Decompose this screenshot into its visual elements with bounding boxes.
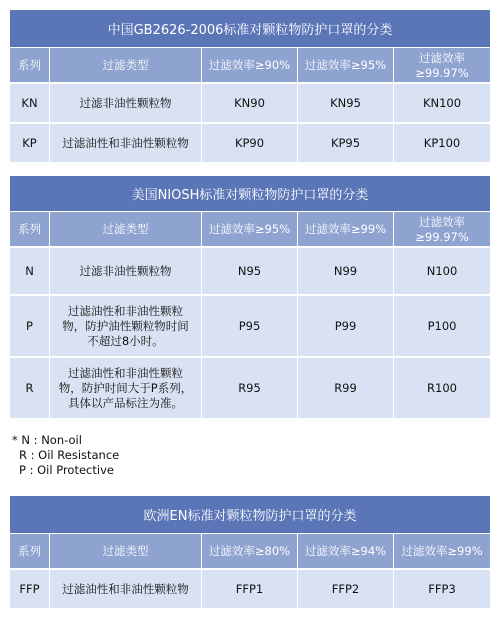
table-us-niosh	[10, 176, 490, 418]
cell-filter-type: 过滤非油性颗粒物	[50, 246, 202, 294]
header-efficiency-3: 过滤效率≥99.97%	[394, 212, 490, 246]
cell-filter-type: 过滤油性和非油性颗粒物	[50, 122, 202, 162]
cell-series: R	[10, 356, 50, 418]
table-row	[10, 356, 490, 418]
footnote-r: R : Oil Resistance	[19, 448, 120, 462]
cell-rating: KP95	[298, 122, 394, 162]
footnote-n: * N : Non-oil	[12, 433, 82, 447]
table-row	[10, 568, 490, 608]
cell-rating: FFP1	[202, 568, 298, 608]
header-efficiency-3: 过滤效率≥99.97%	[394, 48, 490, 82]
cell-filter-type: 过滤非油性颗粒物	[50, 82, 202, 122]
header-filter-type: 过滤类型	[50, 48, 202, 82]
table-row	[10, 246, 490, 294]
cell-rating: KP90	[202, 122, 298, 162]
header-series: 系列	[10, 534, 50, 568]
cell-rating: FFP3	[394, 568, 490, 608]
header-filter-type: 过滤类型	[50, 534, 202, 568]
cell-rating: FFP2	[298, 568, 394, 608]
table-eu-en	[10, 496, 490, 608]
table-title: 中国GB2626-2006标准对颗粒物防护口罩的分类	[10, 10, 490, 48]
cell-series: P	[10, 294, 50, 356]
cell-filter-type: 过滤油性和非油性颗粒物	[50, 568, 202, 608]
table-china-gb2626	[10, 10, 490, 162]
table-row	[10, 294, 490, 356]
table-row	[10, 82, 490, 122]
footnotes	[12, 433, 119, 478]
header-efficiency-2: 过滤效率≥94%	[298, 534, 394, 568]
header-efficiency-2: 过滤效率≥99%	[298, 212, 394, 246]
cell-rating: R95	[202, 356, 298, 418]
cell-rating: N95	[202, 246, 298, 294]
table-title: 美国NIOSH标准对颗粒物防护口罩的分类	[10, 176, 490, 212]
table-row	[10, 122, 490, 162]
cell-rating: KN90	[202, 82, 298, 122]
cell-rating: N99	[298, 246, 394, 294]
cell-rating: N100	[394, 246, 490, 294]
header-efficiency-3: 过滤效率≥99%	[394, 534, 490, 568]
cell-rating: KN100	[394, 82, 490, 122]
header-series: 系列	[10, 48, 50, 82]
cell-filter-type: 过滤油性和非油性颗粒 物，防护油性颗粒物时间 不超过8小时。	[50, 294, 202, 356]
cell-rating: P95	[202, 294, 298, 356]
cell-rating: P99	[298, 294, 394, 356]
header-efficiency-1: 过滤效率≥90%	[202, 48, 298, 82]
cell-rating: KP100	[394, 122, 490, 162]
table-title: 欧洲EN标准对颗粒物防护口罩的分类	[10, 496, 490, 534]
footnote-p: P : Oil Protective	[19, 463, 114, 477]
header-efficiency-1: 过滤效率≥80%	[202, 534, 298, 568]
header-series: 系列	[10, 212, 50, 246]
cell-rating: R100	[394, 356, 490, 418]
cell-series: FFP	[10, 568, 50, 608]
header-efficiency-2: 过滤效率≥95%	[298, 48, 394, 82]
cell-filter-type: 过滤油性和非油性颗粒 物，防护时间大于P系列， 具体以产品标注为准。	[50, 356, 202, 418]
cell-series: KN	[10, 82, 50, 122]
header-filter-type: 过滤类型	[50, 212, 202, 246]
cell-series: N	[10, 246, 50, 294]
cell-series: KP	[10, 122, 50, 162]
header-efficiency-1: 过滤效率≥95%	[202, 212, 298, 246]
cell-rating: KN95	[298, 82, 394, 122]
cell-rating: R99	[298, 356, 394, 418]
cell-rating: P100	[394, 294, 490, 356]
